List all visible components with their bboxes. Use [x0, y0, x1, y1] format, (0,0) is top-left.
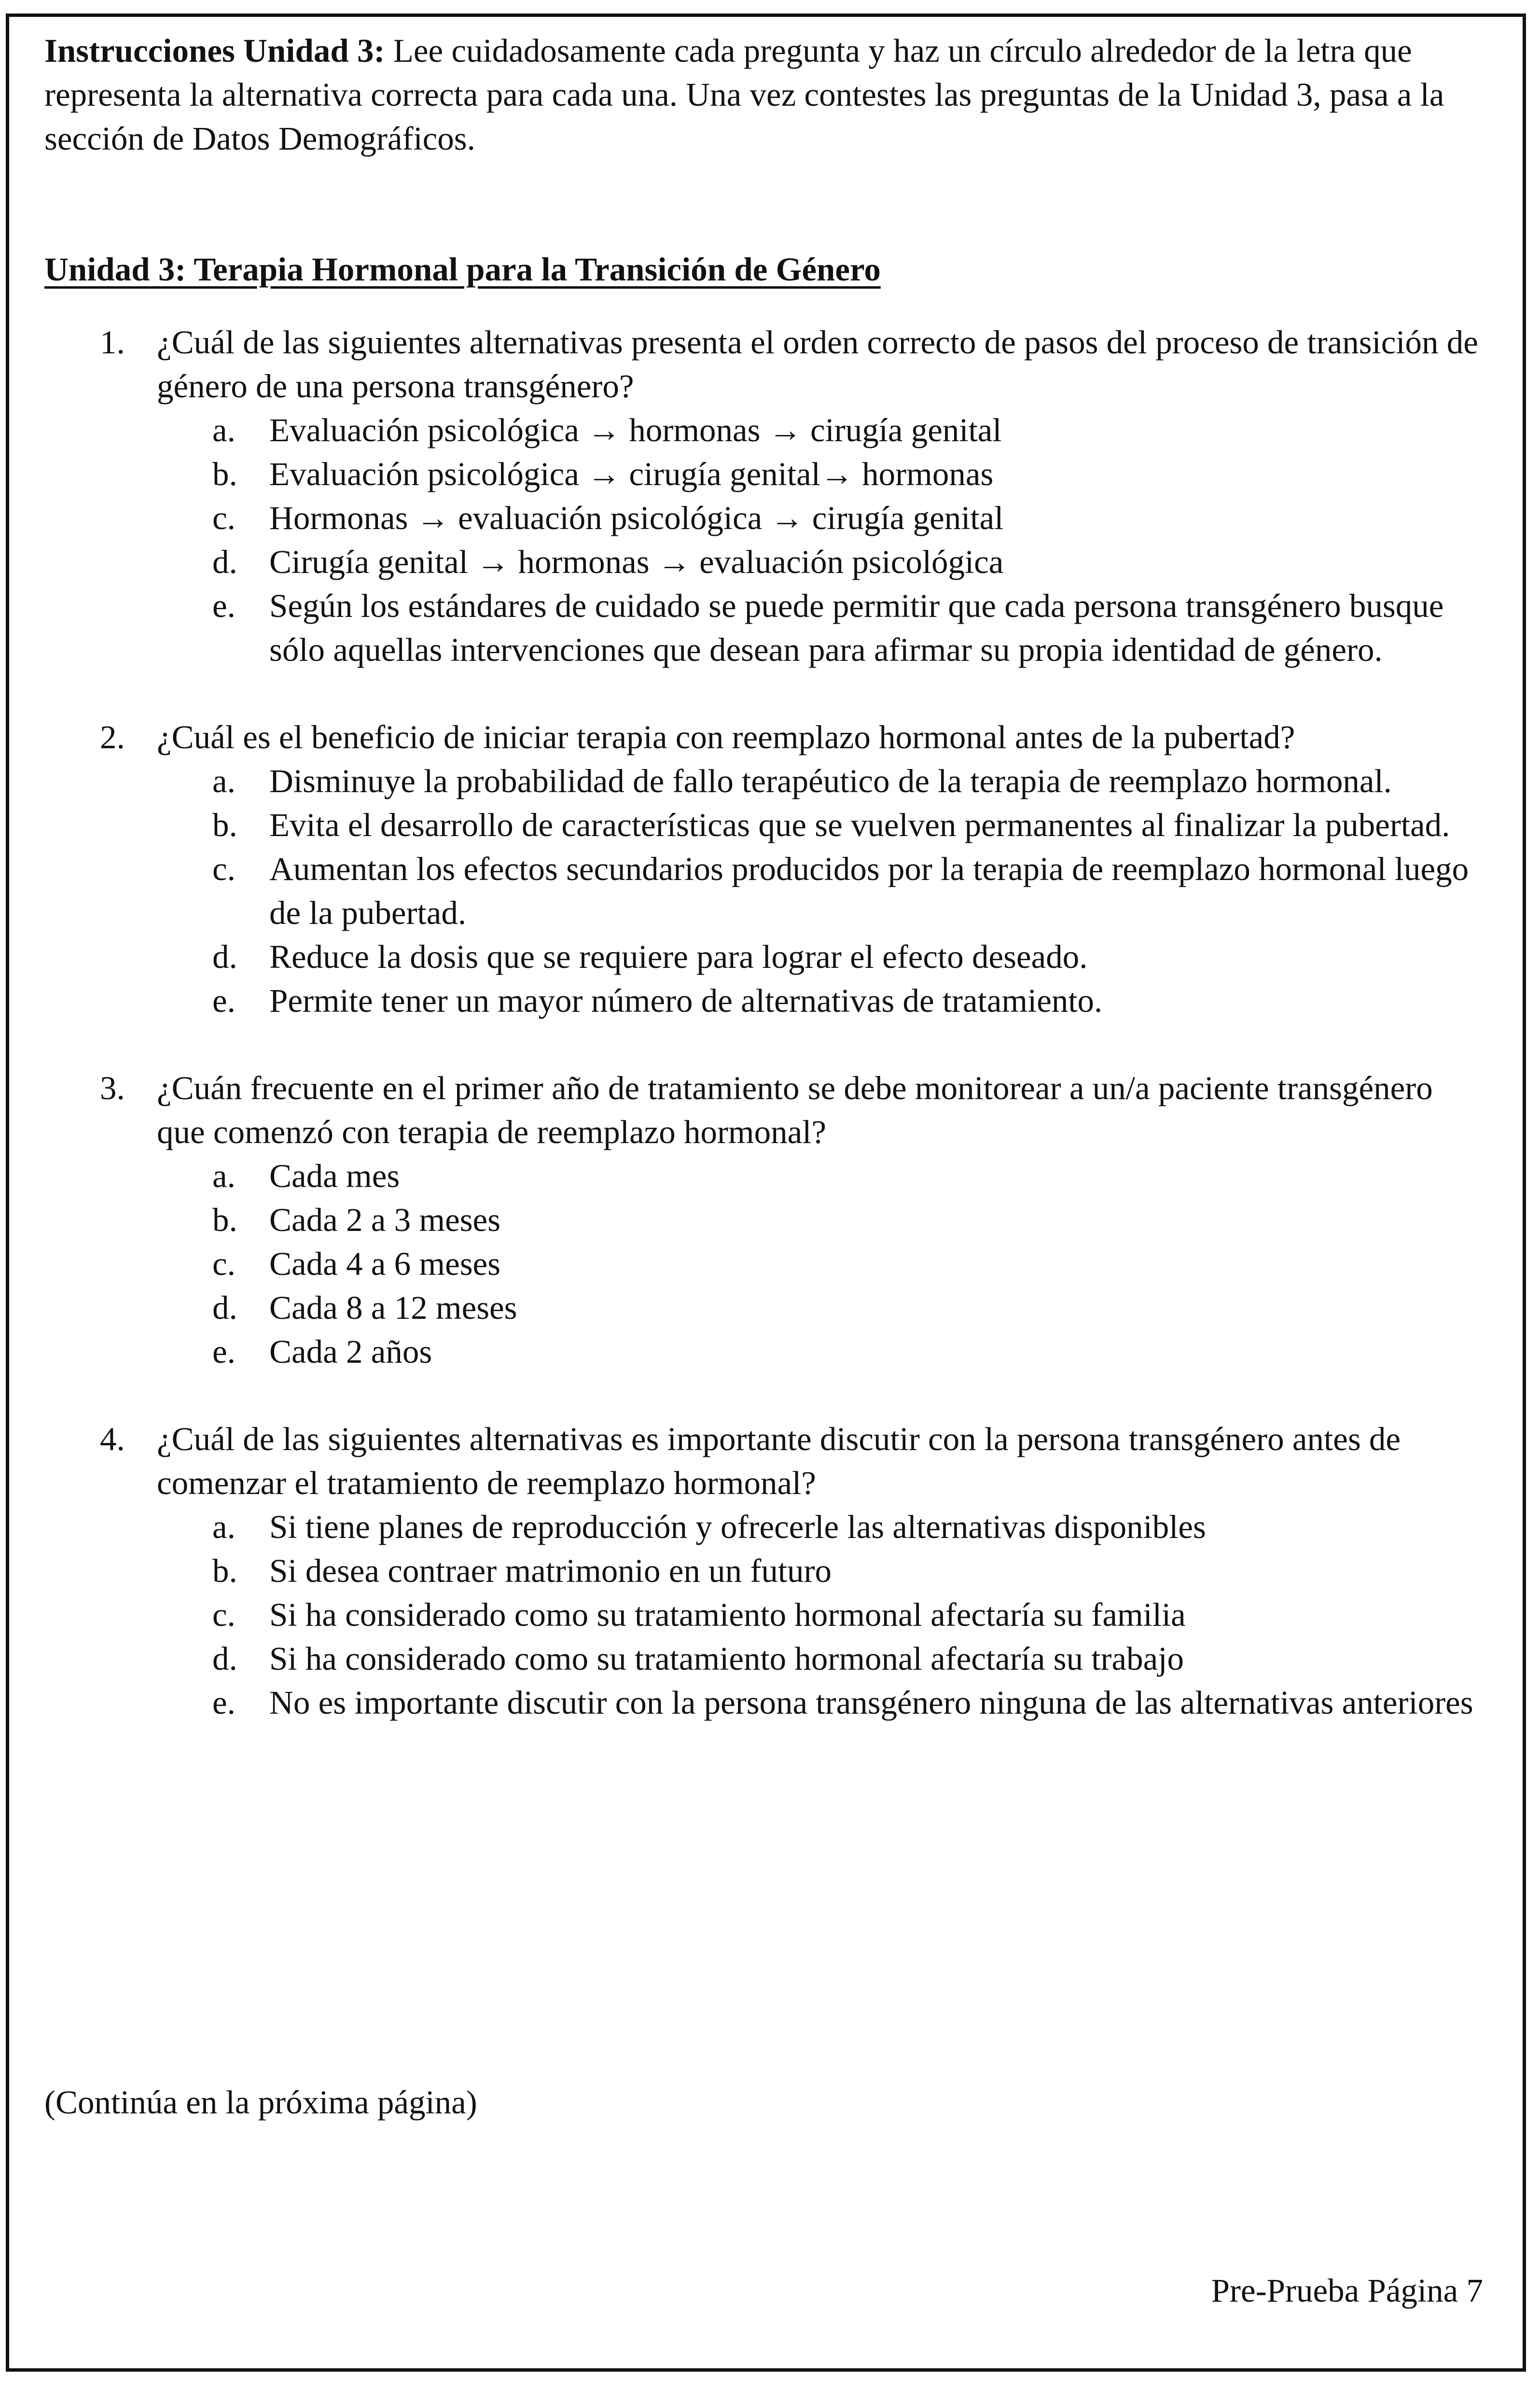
question-text: ¿Cuál de las siguientes alternativas presenta el orden correcto de pasos del proceso de transición de género de una persona transgénero?: [157, 324, 1478, 405]
option-4-d[interactable]: [157, 1637, 1483, 1681]
option-letter: c.: [212, 500, 236, 536]
option-letter: d.: [212, 1640, 237, 1677]
option-letter: a.: [212, 412, 236, 448]
option-text: Evaluación psicológica → hormonas → cirugía genital: [269, 412, 1002, 448]
option-letter: b.: [212, 807, 237, 843]
option-letter: e.: [212, 1333, 236, 1370]
question-number: 2.: [100, 719, 125, 755]
option-text: Si ha considerado como su tratamiento hormonal afectaría su familia: [269, 1596, 1186, 1633]
question-4: [44, 1417, 1483, 1725]
document-body: [44, 29, 1483, 1768]
option-text: Reduce la dosis que se requiere para lograr el efecto deseado.: [269, 938, 1088, 975]
option-4-c[interactable]: [157, 1593, 1483, 1637]
option-letter: d.: [212, 938, 237, 975]
option-text: Disminuye la probabilidad de fallo terapéutico de la terapia de reemplazo hormonal.: [269, 763, 1392, 799]
option-3-e[interactable]: [157, 1330, 1483, 1374]
option-letter: b.: [212, 1552, 237, 1589]
instructions-text: Lee cuidadosamente cada pregunta y haz un círculo alrededor de la letra que representa la alternativa correcta para cada una. Una vez contestes las preguntas de la Unidad 3, pasa a la sección de Datos Demográficos.: [44, 32, 1444, 157]
question-3: [44, 1066, 1483, 1374]
option-letter: c.: [212, 851, 236, 887]
question-1: [44, 321, 1483, 672]
option-text: Cada 8 a 12 meses: [269, 1289, 517, 1326]
option-3-d[interactable]: [157, 1286, 1483, 1330]
option-text: Cirugía genital → hormonas → evaluación psicológica: [269, 544, 1004, 580]
option-text: Cada 4 a 6 meses: [269, 1245, 501, 1282]
option-text: Aumentan los efectos secundarios producidos por la terapia de reemplazo hormonal luego de la pubertad.: [269, 851, 1469, 931]
option-list: [157, 408, 1483, 672]
option-letter: e.: [212, 587, 236, 624]
option-text: Si tiene planes de reproducción y ofrecerle las alternativas disponibles: [269, 1509, 1206, 1545]
option-text: Cada 2 años: [269, 1333, 432, 1370]
option-text: No es importante discutir con la persona transgénero ninguna de las alternativas anteriores: [269, 1684, 1473, 1721]
instructions: [44, 29, 1483, 161]
option-2-e[interactable]: [157, 979, 1483, 1023]
option-3-c[interactable]: [157, 1242, 1483, 1286]
option-text: Si desea contraer matrimonio en un futuro: [269, 1552, 832, 1589]
option-1-d[interactable]: [157, 540, 1483, 584]
option-1-c[interactable]: [157, 496, 1483, 540]
option-letter: c.: [212, 1245, 236, 1282]
option-letter: a.: [212, 763, 236, 799]
option-text: Cada mes: [269, 1158, 400, 1194]
option-3-a[interactable]: [157, 1154, 1483, 1198]
option-text: Evaluación psicológica → cirugía genital→ hormonas: [269, 456, 994, 492]
option-text: Evita el desarrollo de características que se vuelven permanentes al finalizar la pubertad.: [269, 807, 1450, 843]
question-text: ¿Cuál de las siguientes alternativas es importante discutir con la persona transgénero antes de comenzar el tratamiento de reemplazo hormonal?: [157, 1421, 1401, 1501]
option-2-d[interactable]: [157, 935, 1483, 979]
continue-note: (Continúa en la próxima página): [44, 2084, 477, 2121]
option-letter: e.: [212, 982, 236, 1019]
option-letter: b.: [212, 1202, 237, 1238]
option-1-b[interactable]: [157, 452, 1483, 496]
option-text: Cada 2 a 3 meses: [269, 1202, 501, 1238]
question-number: 3.: [100, 1070, 125, 1106]
option-1-a[interactable]: [157, 408, 1483, 452]
page-footer: Pre-Prueba Página 7: [1211, 2272, 1483, 2309]
instructions-label: Instrucciones Unidad 3:: [44, 32, 385, 69]
question-text: ¿Cuál es el beneficio de iniciar terapia con reemplazo hormonal antes de la pubertad?: [157, 719, 1295, 755]
option-1-e[interactable]: [157, 584, 1483, 672]
option-text: Permite tener un mayor número de alternativas de tratamiento.: [269, 982, 1103, 1019]
unit-title: Unidad 3: Terapia Hormonal para la Transición de Género: [44, 251, 881, 288]
option-2-b[interactable]: [157, 803, 1483, 847]
option-letter: e.: [212, 1684, 236, 1721]
option-letter: d.: [212, 1289, 237, 1326]
option-letter: d.: [212, 544, 237, 580]
option-letter: a.: [212, 1158, 236, 1194]
option-text: Según los estándares de cuidado se puede permitir que cada persona transgénero busque sólo aquellas intervenciones que desean para afirmar su propia identidad de género.: [269, 587, 1444, 668]
option-text: Si ha considerado como su tratamiento hormonal afectaría su trabajo: [269, 1640, 1184, 1677]
question-2: [44, 715, 1483, 1023]
question-number: 1.: [100, 324, 125, 361]
option-4-a[interactable]: [157, 1505, 1483, 1549]
question-number: 4.: [100, 1421, 125, 1457]
option-letter: a.: [212, 1509, 236, 1545]
option-4-b[interactable]: [157, 1549, 1483, 1593]
option-list: [157, 1505, 1483, 1725]
option-text: Hormonas → evaluación psicológica → cirugía genital: [269, 500, 1004, 536]
question-text: ¿Cuán frecuente en el primer año de tratamiento se debe monitorear a un/a paciente transgénero que comenzó con terapia de reemplazo hormonal?: [157, 1070, 1433, 1150]
option-list: [157, 759, 1483, 1023]
option-2-a[interactable]: [157, 759, 1483, 803]
question-list: [44, 321, 1483, 1725]
option-3-b[interactable]: [157, 1198, 1483, 1242]
option-4-e[interactable]: [157, 1681, 1483, 1725]
option-2-c[interactable]: [157, 847, 1483, 935]
option-letter: b.: [212, 456, 237, 492]
option-list: [157, 1154, 1483, 1374]
option-letter: c.: [212, 1596, 236, 1633]
